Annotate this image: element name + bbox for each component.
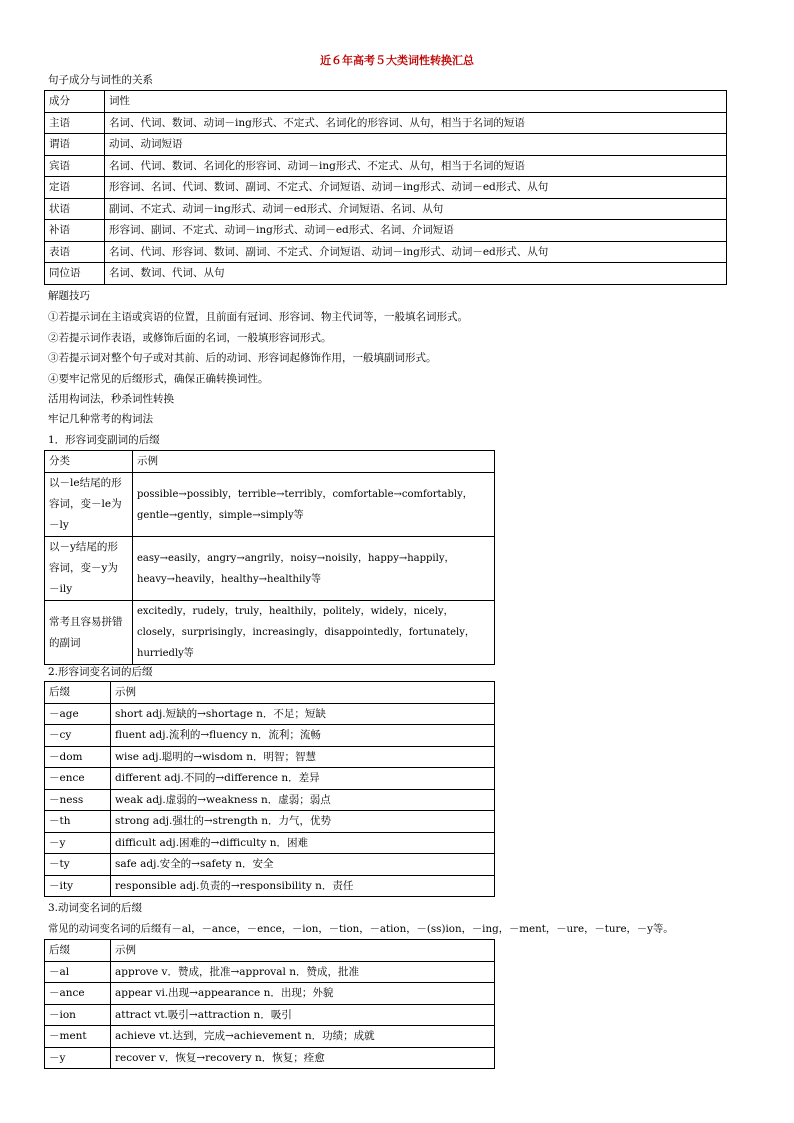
header-cell: 示例 <box>111 940 495 962</box>
cell-suffix: －y <box>45 1047 111 1069</box>
table-row <box>45 112 727 134</box>
table-row <box>45 134 727 156</box>
cell-component: 宾语 <box>45 155 105 177</box>
cell-example: recover v．恢复→recovery n．恢复；痊愈 <box>111 1047 495 1069</box>
cell-component: 状语 <box>45 198 105 220</box>
table-row <box>45 473 495 537</box>
cell-component: 主语 <box>45 112 105 134</box>
cell-example: difficult adj.困难的→difficulty n．困难 <box>111 832 495 854</box>
table-row <box>45 155 727 177</box>
cell-category: 常考且容易拼错的副词 <box>45 601 133 665</box>
table-header-row <box>45 940 495 962</box>
tip-item: ④要牢记常见的后缀形式，确保正确转换词性。 <box>48 373 269 385</box>
adj-to-noun-table <box>44 681 495 897</box>
cell-example: excitedly，rudely，truly，healthily，politely，widely，nicely，closely，surprisingly，increasingly，disappointedly，fortunately，hurriedly等 <box>133 601 495 665</box>
table-row <box>45 1047 495 1069</box>
cell-suffix: －th <box>45 811 111 833</box>
table-row <box>45 601 495 665</box>
section-heading-sentence-components: 句子成分与词性的关系 <box>48 74 153 86</box>
cell-category: 以－y结尾的形容词，变－y为－ily <box>45 537 133 601</box>
table-row <box>45 832 495 854</box>
cell-example: wise adj.聪明的→wisdom n．明智；智慧 <box>111 746 495 768</box>
cell-example: different adj.不同的→difference n．差异 <box>111 768 495 790</box>
cell-suffix: －age <box>45 703 111 725</box>
table-row <box>45 263 727 285</box>
cell-pos: 形容词、名词、代词、数词、副词、不定式、介词短语、动词－ing形式、动词－ed形式、从句 <box>105 177 727 199</box>
tip-item: ③若提示词对整个句子或对其前、后的动词、形容词起修饰作用，一般填副词形式。 <box>48 352 437 364</box>
cell-example: achieve vt.达到，完成→achievement n．功绩；成就 <box>111 1026 495 1048</box>
cell-component: 谓语 <box>45 134 105 156</box>
table-row <box>45 220 727 242</box>
method-subheading: 牢记几种常考的构词法 <box>48 413 153 425</box>
cell-suffix: －ty <box>45 854 111 876</box>
table-row <box>45 746 495 768</box>
verb-to-noun-note: 常见的动词变名词的后缀有－al，－ance，－ence，－ion，－tion，－ation，－(ss)ion，－ing，－ment，－ure，－ture，－y等。 <box>48 923 674 935</box>
table-row <box>45 983 495 1005</box>
cell-example: weak adj.虚弱的→weakness n．虚弱；弱点 <box>111 789 495 811</box>
cell-example: attract vt.吸引→attraction n．吸引 <box>111 1004 495 1026</box>
header-cell: 示例 <box>133 451 495 473</box>
cell-component: 同位语 <box>45 263 105 285</box>
cell-category: 以－le结尾的形容词，变－le为－ly <box>45 473 133 537</box>
tip-item: ②若提示词作表语，或修饰后面的名词，一般填形容词形式。 <box>48 332 332 344</box>
table-header-row <box>45 451 495 473</box>
header-cell: 示例 <box>111 682 495 704</box>
table-row <box>45 1026 495 1048</box>
cell-suffix: －ence <box>45 768 111 790</box>
table-row <box>45 725 495 747</box>
table-row <box>45 811 495 833</box>
section-label-verb-to-noun: 3.动词变名词的后缀 <box>48 902 143 914</box>
cell-pos: 动词、动词短语 <box>105 134 727 156</box>
table-row <box>45 703 495 725</box>
header-cell: 分类 <box>45 451 133 473</box>
cell-component: 定语 <box>45 177 105 199</box>
verb-to-noun-table <box>44 939 495 1069</box>
cell-example: fluent adj.流利的→fluency n．流利；流畅 <box>111 725 495 747</box>
cell-pos: 名词、数词、代词、从句 <box>105 263 727 285</box>
table-row <box>45 789 495 811</box>
cell-suffix: －ity <box>45 875 111 897</box>
table-row <box>45 1004 495 1026</box>
table-header-row <box>45 91 727 113</box>
cell-example: approve v．赞成，批准→approval n．赞成，批准 <box>111 961 495 983</box>
document-title: 近６年高考５大类词性转换汇总 <box>320 54 474 67</box>
cell-suffix: －y <box>45 832 111 854</box>
method-line: 活用构词法，秒杀词性转换 <box>48 393 174 405</box>
cell-suffix: －ance <box>45 983 111 1005</box>
table-row <box>45 875 495 897</box>
table-row <box>45 961 495 983</box>
cell-suffix: －al <box>45 961 111 983</box>
header-cell: 词性 <box>105 91 727 113</box>
cell-pos: 名词、代词、数词、动词－ing形式、不定式、名词化的形容词、从句，相当于名词的短语 <box>105 112 727 134</box>
section-label-adj-to-noun: 2.形容词变名词的后缀 <box>48 666 153 678</box>
cell-component: 表语 <box>45 241 105 263</box>
table-row <box>45 537 495 601</box>
table-row <box>45 198 727 220</box>
cell-example: safe adj.安全的→safety n．安全 <box>111 854 495 876</box>
cell-example: appear vi.出现→appearance n．出现；外貌 <box>111 983 495 1005</box>
cell-suffix: －ion <box>45 1004 111 1026</box>
cell-suffix: －ment <box>45 1026 111 1048</box>
cell-example: possible→possibly，terrible→terribly，comfortable→comfortably，gentle→gently，simple→simply等 <box>133 473 495 537</box>
header-cell: 成分 <box>45 91 105 113</box>
cell-pos: 名词、代词、数词、名词化的形容词、动词－ing形式、不定式、从句，相当于名词的短语 <box>105 155 727 177</box>
cell-pos: 形容词、副词、不定式、动词－ing形式、动词－ed形式、名词、介词短语 <box>105 220 727 242</box>
table-row <box>45 241 727 263</box>
cell-suffix: －cy <box>45 725 111 747</box>
tip-item: ①若提示词在主语或宾语的位置，且前面有冠词、形容词、物主代词等，一般填名词形式。 <box>48 311 468 323</box>
cell-example: short adj.短缺的→shortage n．不足；短缺 <box>111 703 495 725</box>
cell-suffix: －dom <box>45 746 111 768</box>
cell-example: easy→easily，angry→angrily，noisy→noisily，happy→happily，heavy→heavily，healthy→healthily等 <box>133 537 495 601</box>
cell-example: responsible adj.负责的→responsibility n．责任 <box>111 875 495 897</box>
cell-pos: 副词、不定式、动词－ing形式、动词－ed形式、介词短语、名词、从句 <box>105 198 727 220</box>
cell-suffix: －ness <box>45 789 111 811</box>
tips-heading: 解题技巧 <box>48 290 90 302</box>
table-header-row <box>45 682 495 704</box>
cell-pos: 名词、代词、形容词、数词、副词、不定式、介词短语、动词－ing形式、动词－ed形式、从句 <box>105 241 727 263</box>
table-row <box>45 854 495 876</box>
table-row <box>45 177 727 199</box>
cell-component: 补语 <box>45 220 105 242</box>
section-label-adj-to-adv: 1．形容词变副词的后缀 <box>48 434 160 446</box>
cell-example: strong adj.强壮的→strength n．力气，优势 <box>111 811 495 833</box>
adj-to-adv-table <box>44 450 495 665</box>
header-cell: 后缀 <box>45 682 111 704</box>
header-cell: 后缀 <box>45 940 111 962</box>
components-table <box>44 90 727 285</box>
table-row <box>45 768 495 790</box>
